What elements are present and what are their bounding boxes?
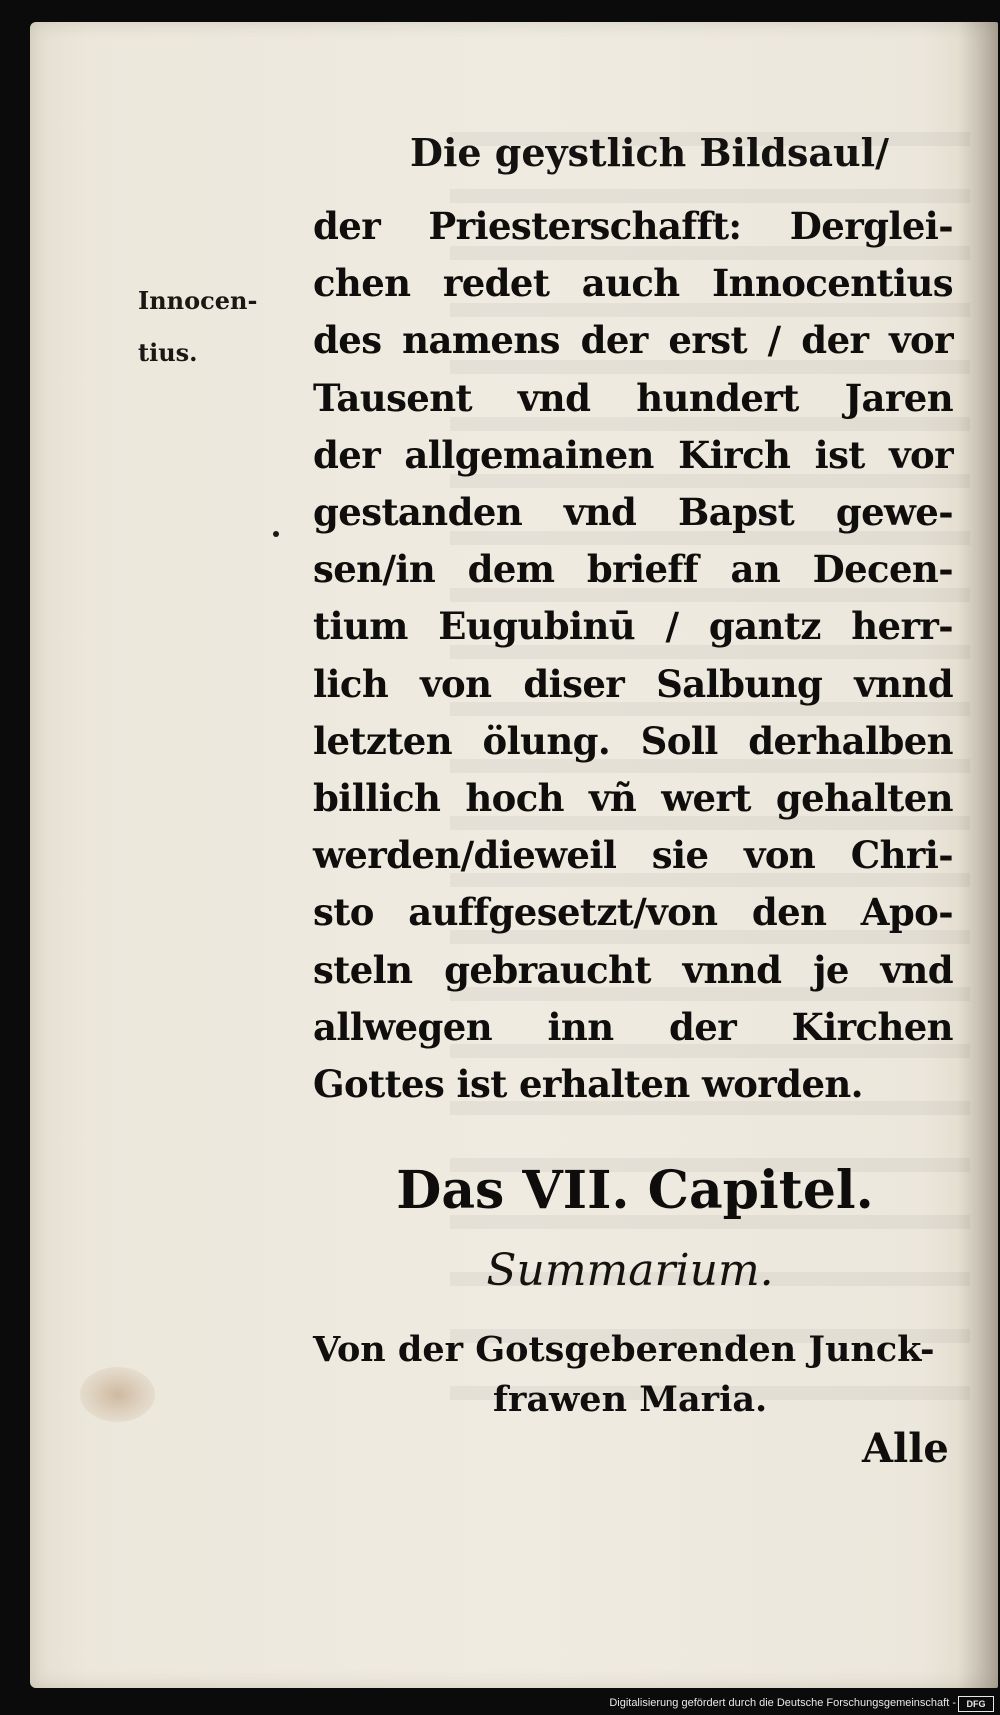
body-line: der Priesterschafft: Derglei- <box>313 204 953 248</box>
body-line: der allgemainen Kirch ist vor <box>313 432 953 477</box>
body-line: werden/dieweil sie von Chri- <box>313 833 953 878</box>
body-line: steln gebraucht vnnd je vnd <box>313 947 953 992</box>
body-line: sto auffgesetzt/von den Apo- <box>313 890 953 935</box>
chapter-summary <box>313 1325 953 1425</box>
digitization-credit: Digitalisierung gefördert durch die Deutsche Forschungsgemeinschaft - <box>609 1697 956 1709</box>
ink-dot <box>273 531 279 537</box>
body-line: tium Eugubinū / gantz herr- <box>313 604 953 649</box>
dfg-logo: DFG <box>958 1696 994 1712</box>
chapter-title: Das VII. Capitel. <box>396 1160 874 1221</box>
running-header: Die geystlich Bildsaul/ <box>410 130 889 175</box>
body-line: sen/in dem brieff an Decen- <box>313 547 953 592</box>
body-text <box>313 198 953 1113</box>
body-line: letzten ölung. Soll derhalben <box>313 718 953 763</box>
summarium-heading: Summarium. <box>486 1245 774 1296</box>
body-line: lich von diser Salbung vnnd <box>313 661 953 706</box>
gutter-shadow <box>958 22 998 1688</box>
body-line: Gottes ist erhalten worden. <box>313 1062 863 1107</box>
body-line: Tausent vnd hundert Jaren <box>313 375 953 420</box>
margin-note-line: Innocen- <box>138 286 258 315</box>
paper-stain <box>80 1367 155 1422</box>
summary-line: frawen Maria. <box>493 1379 768 1420</box>
catchword: Alle <box>862 1425 949 1472</box>
body-line: des namens der erst / der vor <box>313 318 953 363</box>
body-line: allwegen inn der Kirchen <box>313 1004 953 1049</box>
margin-note <box>138 275 298 379</box>
margin-note-line: tius. <box>138 338 198 367</box>
body-line: chen redet auch Innocentius <box>313 261 953 306</box>
body-line: billich hoch vñ wert gehalten <box>313 776 953 821</box>
body-line: gestanden vnd Bapst gewe- <box>313 490 953 535</box>
summary-line: Von der Gotsgeberenden Junck- <box>313 1329 935 1370</box>
